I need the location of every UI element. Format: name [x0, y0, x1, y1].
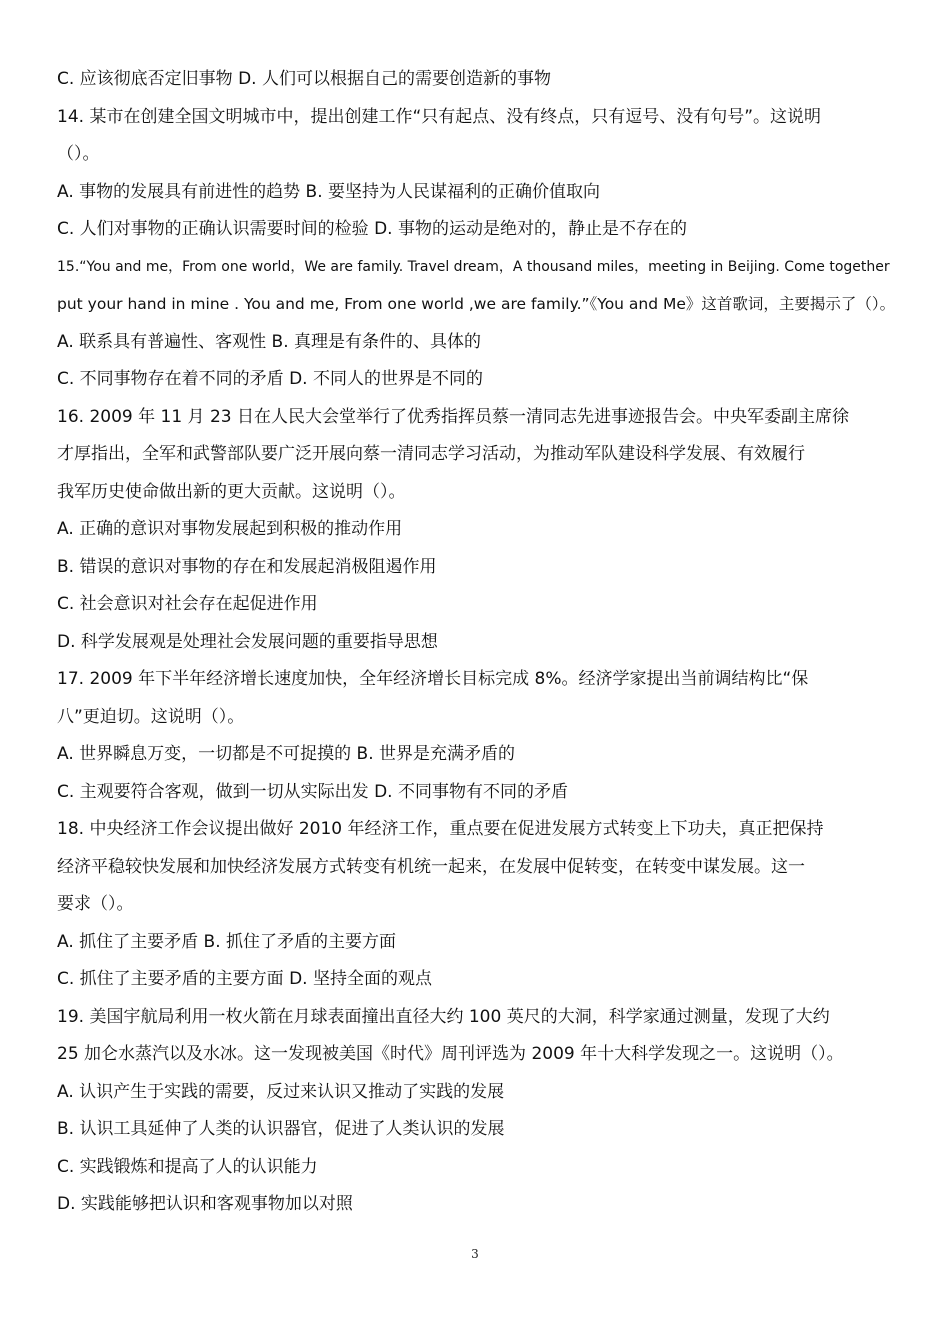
text-line: A. 认识产生于实践的需要，反过来认识又推动了实践的发展 — [57, 1081, 505, 1102]
text-line: 15.“You and me，From one world，We are family. Travel dream，A thousand miles，meeting in Beijing. Come together — [57, 258, 890, 275]
text-line: B. 错误的意识对事物的存在和发展起消极阻遏作用 — [57, 556, 437, 577]
text-line: C. 社会意识对社会存在起促进作用 — [57, 594, 318, 614]
text-line: A. 抓住了主要矛盾 B. 抓住了矛盾的主要方面 — [57, 931, 397, 952]
text-line: put your hand in mine . You and me, From one world ,we are family.”《You and Me》这首歌词，主要揭示了（）。 — [57, 295, 896, 313]
text-line: 18. 中央经济工作会议提出做好 2010 年经济工作，重点要在促进发展方式转变上下功夫，真正把保持 — [57, 819, 824, 839]
text-line: 经济平稳较快发展和加快经济发展方式转变有机统一起来，在发展中促转变，在转变中谋发展。这一 — [57, 856, 805, 877]
text-line: 我军历史使命做出新的更大贡献。这说明（）。 — [57, 481, 406, 502]
document-body — [57, 61, 897, 1224]
text-line: D. 科学发展观是处理社会发展问题的重要指导思想 — [57, 631, 438, 652]
text-line: （）。 — [57, 144, 100, 164]
text-line: C. 主观要符合客观，做到一切从实际出发 D. 不同事物有不同的矛盾 — [57, 781, 568, 802]
text-line: A. 事物的发展具有前进性的趋势 B. 要坚持为人民谋福利的正确价值取向 — [57, 181, 601, 202]
page-number: 3 — [471, 1247, 479, 1261]
text-line: B. 认识工具延伸了人类的认识器官，促进了人类认识的发展 — [57, 1119, 505, 1139]
text-line: C. 人们对事物的正确认识需要时间的检验 D. 事物的运动是绝对的，静止是不存在的 — [57, 219, 687, 239]
text-line: A. 正确的意识对事物发展起到积极的推动作用 — [57, 519, 403, 539]
text-line: 才厚指出，全军和武警部队要广泛开展向蔡一清同志学习活动，为推动军队建设科学发展、有效履行 — [57, 444, 805, 464]
text-line: 16. 2009 年 11 月 23 日在人民大会堂举行了优秀指挥员蔡一清同志先进事迹报告会。中央军委副主席徐 — [57, 406, 849, 427]
text-line: 要求（）。 — [57, 894, 134, 914]
text-line: 25 加仑水蒸汽以及水冰。这一发现被美国《时代》周刊评选为 2009 年十大科学发现之一。这说明（）。 — [57, 1044, 844, 1064]
text-line: A. 联系具有普遍性、客观性 B. 真理是有条件的、具体的 — [57, 331, 482, 352]
text-line: D. 实践能够把认识和客观事物加以对照 — [57, 1194, 353, 1214]
text-line: A. 世界瞬息万变，一切都是不可捉摸的 B. 世界是充满矛盾的 — [57, 744, 516, 764]
text-line: 八”更迫切。这说明（）。 — [57, 706, 245, 727]
text-line: 19. 美国宇航局利用一枚火箭在月球表面撞出直径大约 100 英尺的大洞，科学家通过测量，发现了大约 — [57, 1006, 830, 1027]
text-line: C. 抓住了主要矛盾的主要方面 D. 坚持全面的观点 — [57, 969, 432, 989]
text-line: 14. 某市在创建全国文明城市中，提出创建工作“只有起点、没有终点，只有逗号、没有句号”。这说明 — [57, 106, 822, 127]
text-line: C. 不同事物存在着不同的矛盾 D. 不同人的世界是不同的 — [57, 369, 483, 389]
text-line: C. 应该彻底否定旧事物 D. 人们可以根据自己的需要创造新的事物 — [57, 69, 551, 89]
text-line: C. 实践锻炼和提高了人的认识能力 — [57, 1156, 318, 1177]
text-line: 17. 2009 年下半年经济增长速度加快，全年经济增长目标完成 8%。经济学家提出当前调结构比“保 — [57, 669, 809, 689]
